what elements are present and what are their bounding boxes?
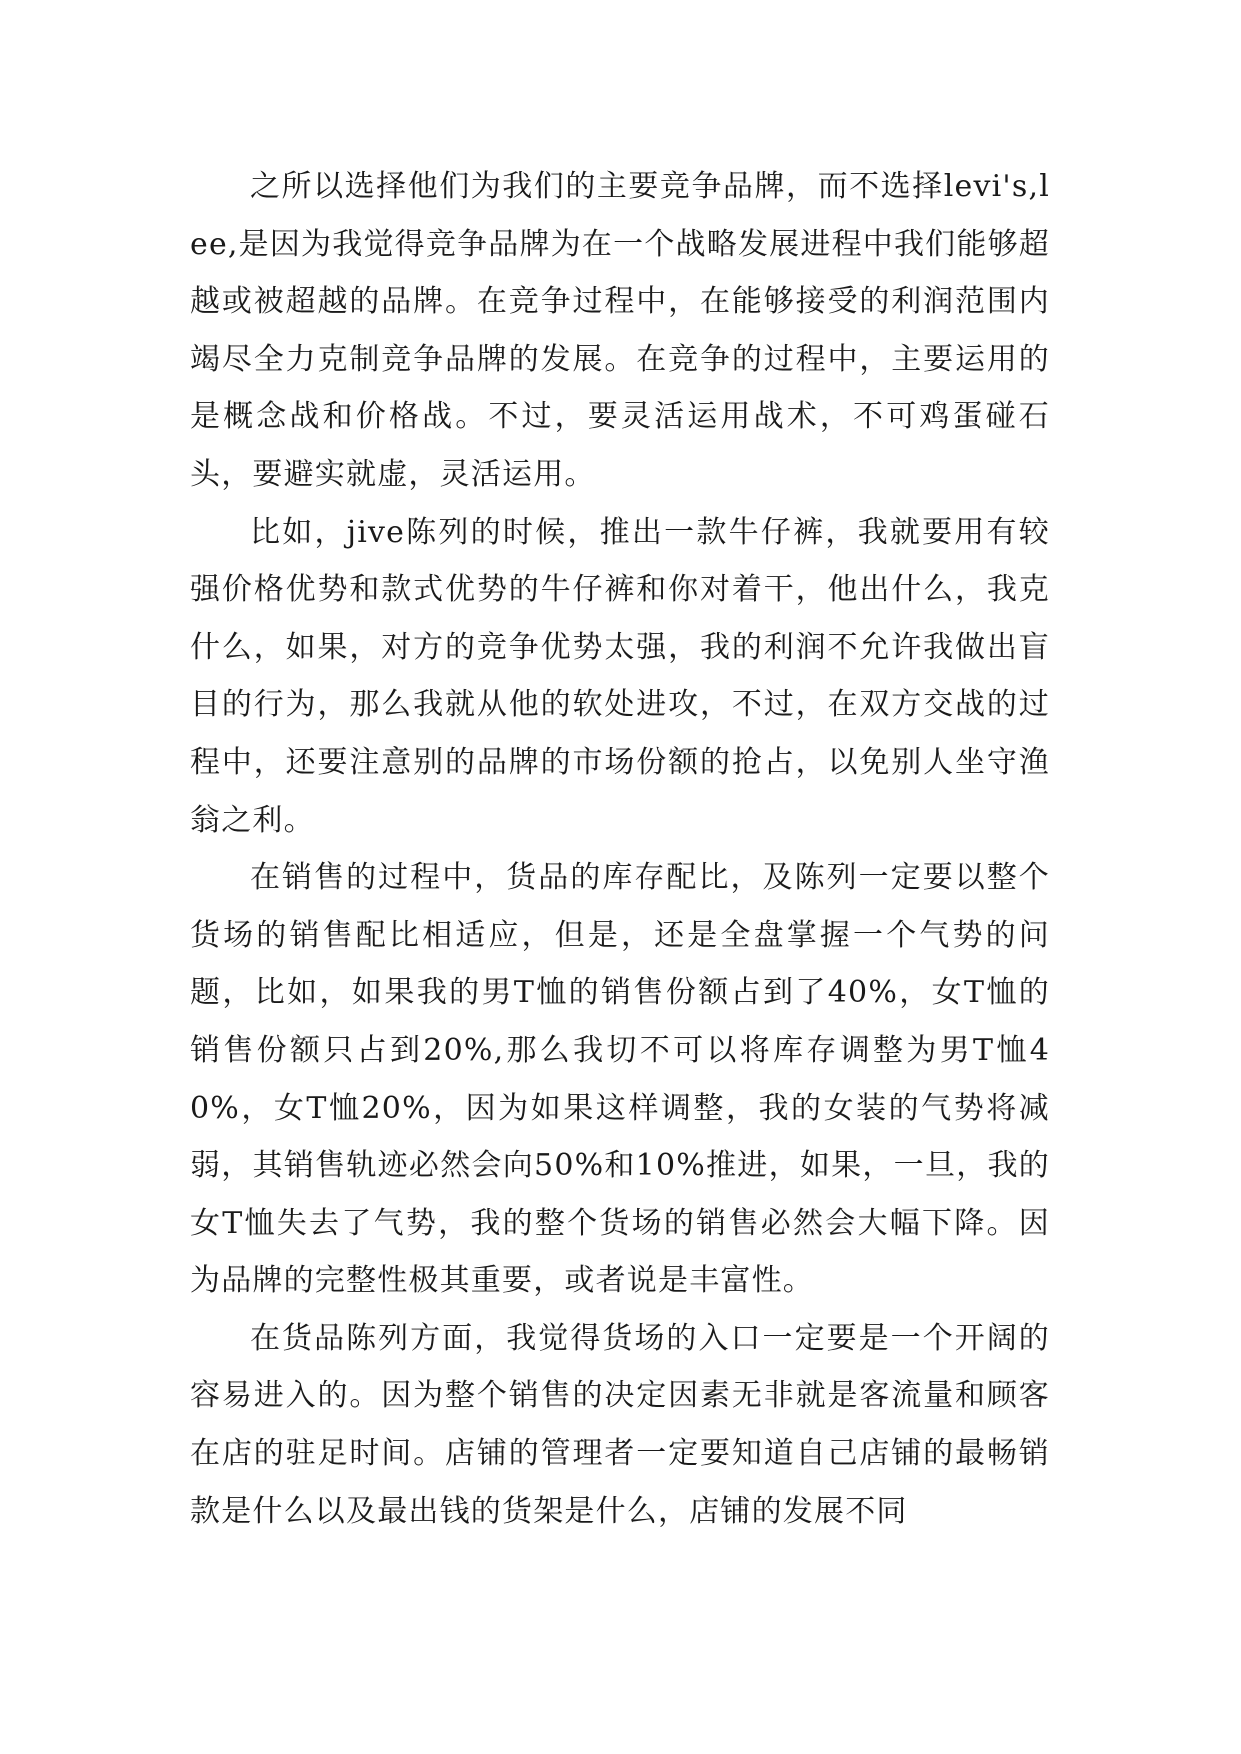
paragraph-inventory-ratio: 在销售的过程中，货品的库存配比，及陈列一定要以整个货场的销售配比相适应，但是，还是全盘掌握一个气势的问题，比如，如果我的男T恤的销售份额占到了40%，女T恤的销售份额只占到20%,那么我切不可以将库存调整为男T恤40%，女T恤20%，因为如果这样调整，我的女装的气势将减弱，其销售轨迹必然会向50%和10%推进，如果，一旦，我的女T恤失去了气势，我的整个货场的销售必然会大幅下降。因为品牌的完整性极其重要，或者说是丰富性。: [190, 860, 1050, 1299]
body-text: [190, 158, 1050, 1540]
paragraph-competition-brands: 之所以选择他们为我们的主要竞争品牌，而不选择levi's,lee,是因为我觉得竞争品牌为在一个战略发展进程中我们能够超越或被超越的品牌。在竞争过程中，在能够接受的利润范围内竭尽全力克制竞争品牌的发展。在竞争的过程中，主要运用的是概念战和价格战。不过，要灵活运用战术，不可鸡蛋碰石头，要避实就虚，灵活运用。: [190, 169, 1050, 492]
paragraph-merchandise-display: 在货品陈列方面，我觉得货场的入口一定要是一个开阔的容易进入的。因为整个销售的决定因素无非就是客流量和顾客在店的驻足时间。店铺的管理者一定要知道自己店铺的最畅销款是什么以及最出钱的货架是什么，店铺的发展不同: [190, 1320, 1050, 1529]
paragraph-jive-example: 比如，jive陈列的时候，推出一款牛仔裤，我就要用有较强价格优势和款式优势的牛仔裤和你对着干，他出什么，我克什么，如果，对方的竞争优势太强，我的利润不允许我做出盲目的行为，那么我就从他的软处进攻，不过，在双方交战的过程中，还要注意别的品牌的市场份额的抢占，以免别人坐守渔翁之利。: [190, 514, 1050, 838]
